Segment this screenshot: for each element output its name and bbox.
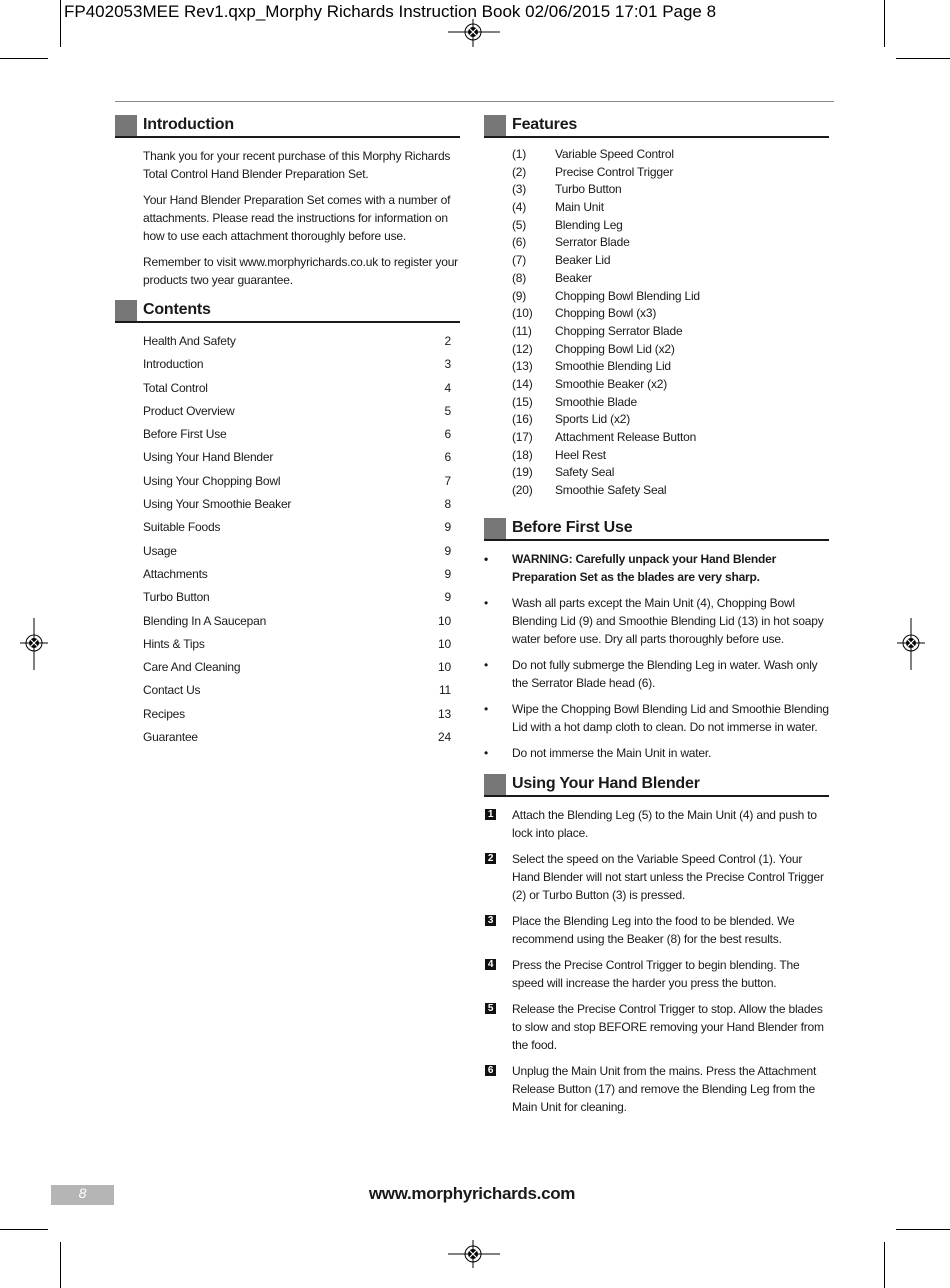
heading-marker	[115, 300, 137, 321]
heading-marker	[115, 115, 137, 136]
step-item	[484, 912, 829, 948]
contents-item	[143, 497, 460, 520]
feature-item	[484, 483, 829, 501]
contents-section	[115, 300, 460, 753]
registration-mark-icon	[897, 618, 925, 670]
contents-item-page: 7	[444, 473, 451, 488]
bullet-text: Do not immerse the Main Unit in water.	[512, 745, 712, 760]
heading-marker	[484, 115, 506, 136]
step-number-icon: 5	[485, 1003, 496, 1014]
feature-number: (2)	[512, 164, 527, 179]
feature-name: Attachment Release Button	[555, 430, 697, 444]
contents-item-page: 3	[444, 357, 451, 372]
features-section	[484, 115, 829, 501]
contents-item-label: Blending In A Saucepan	[143, 613, 267, 628]
feature-number: (4)	[512, 200, 527, 215]
contents-title: Contents	[143, 301, 211, 318]
bullet-text: Do not fully submerge the Blending Leg in water. Wash only the Serrator Blade head (6).	[512, 657, 818, 690]
crop-mark	[60, 1242, 61, 1288]
contents-item-page: 6	[444, 427, 451, 442]
crop-mark	[884, 0, 885, 47]
contents-item-label: Introduction	[143, 357, 204, 372]
left-column	[115, 115, 460, 753]
registration-mark-icon	[20, 618, 48, 670]
contents-item-label: Guarantee	[143, 730, 198, 745]
feature-number: (6)	[512, 235, 527, 250]
step-text: Press the Precise Control Trigger to begin blending. The speed will increase the harder you press the button.	[512, 957, 800, 990]
feature-number: (10)	[512, 306, 533, 321]
contents-item-label: Using Your Smoothie Beaker	[143, 497, 292, 512]
feature-item	[484, 324, 829, 342]
introduction-section	[115, 115, 460, 289]
step-item	[484, 1062, 829, 1116]
feature-number: (18)	[512, 447, 533, 462]
feature-name: Beaker	[555, 270, 592, 285]
contents-item-page: 9	[444, 520, 451, 535]
step-text: Unplug the Main Unit from the mains. Press the Attachment Release Button (17) and remove the Blending Leg from the Main Unit for cleaning.	[512, 1063, 817, 1114]
step-number-icon: 6	[485, 1065, 496, 1076]
before-first-use-list	[484, 594, 829, 762]
feature-number: (16)	[512, 412, 533, 427]
contents-item-page: 8	[444, 497, 451, 512]
contents-item	[143, 381, 460, 404]
contents-item-page: 9	[444, 543, 451, 558]
bullet-icon: •	[484, 701, 489, 716]
contents-item	[143, 544, 460, 567]
warning-text: WARNING: Carefully unpack your Hand Blender Preparation Set as the blades are very sharp.	[512, 551, 777, 584]
bullet-icon: •	[484, 657, 489, 672]
contents-item-label: Contact Us	[143, 683, 201, 698]
warning-bullet	[484, 550, 829, 586]
bullet-icon: •	[484, 551, 489, 566]
feature-item	[484, 289, 829, 307]
bullet-icon: •	[484, 595, 489, 610]
feature-number: (5)	[512, 217, 527, 232]
step-number-icon: 1	[485, 809, 496, 820]
introduction-title: Introduction	[143, 116, 234, 133]
feature-number: (17)	[512, 430, 533, 444]
feature-name: Variable Speed Control	[555, 147, 674, 161]
step-item	[484, 806, 829, 842]
footer-url: www.morphyrichards.com	[368, 1184, 576, 1203]
header-rule	[115, 101, 834, 102]
features-list	[484, 147, 829, 501]
feature-number: (11)	[512, 323, 532, 338]
contents-item-label: Using Your Hand Blender	[143, 450, 274, 465]
feature-name: Heel Rest	[555, 447, 606, 462]
contents-item-label: Usage	[143, 543, 177, 558]
contents-item-label: Suitable Foods	[143, 520, 221, 535]
page-number: 8	[51, 1185, 114, 1205]
feature-name: Smoothie Blending Lid	[555, 359, 671, 374]
contents-item	[143, 683, 460, 706]
contents-item-label: Attachments	[143, 566, 208, 581]
step-item	[484, 956, 829, 992]
feature-name: Chopping Bowl Blending Lid	[555, 288, 700, 303]
contents-item-label: Recipes	[143, 706, 185, 721]
step-number-icon: 2	[485, 853, 496, 864]
before-first-use-section	[484, 518, 829, 762]
print-slug: FP402053MEE Rev1.qxp_Morphy Richards Instruction Book 02/06/2015 17:01 Page 8	[64, 2, 717, 21]
feature-item	[484, 359, 829, 377]
section-heading	[115, 300, 460, 323]
step-text: Release the Precise Control Trigger to stop. Allow the blades to slow and stop BEFORE removing your Hand Blender from the food.	[512, 1001, 824, 1052]
feature-item	[484, 412, 829, 430]
heading-marker	[484, 774, 506, 795]
step-text: Place the Blending Leg into the food to be blended. We recommend using the Beaker (8) for the best results.	[512, 913, 795, 946]
contents-item	[143, 590, 460, 613]
bullet-icon: •	[484, 745, 489, 760]
feature-name: Safety Seal	[555, 465, 615, 480]
feature-item	[484, 271, 829, 289]
feature-number: (14)	[512, 376, 533, 391]
contents-item	[143, 567, 460, 590]
feature-item	[484, 147, 829, 165]
feature-name: Smoothie Blade	[555, 394, 637, 409]
feature-item	[484, 465, 829, 483]
feature-name: Beaker Lid	[555, 253, 611, 268]
section-heading	[484, 518, 829, 541]
feature-number: (15)	[512, 394, 533, 409]
feature-item	[484, 165, 829, 183]
features-title: Features	[512, 116, 578, 133]
feature-number: (19)	[512, 465, 533, 480]
feature-name: Sports Lid (x2)	[555, 412, 631, 427]
contents-item-label: Product Overview	[143, 403, 235, 418]
feature-item	[484, 306, 829, 324]
feature-item	[484, 448, 829, 466]
feature-number: (13)	[512, 359, 533, 374]
bullet-item	[484, 594, 829, 648]
step-number-icon: 4	[485, 959, 496, 970]
feature-name: Chopping Serrator Blade	[555, 323, 683, 338]
contents-item	[143, 637, 460, 660]
contents-item-page: 2	[444, 334, 451, 348]
contents-item-page: 10	[438, 660, 451, 675]
contents-item	[143, 730, 460, 753]
step-number-icon: 3	[485, 915, 496, 926]
section-heading	[484, 115, 829, 138]
crop-mark	[0, 58, 48, 59]
crop-mark	[60, 0, 61, 47]
step-text: Attach the Blending Leg (5) to the Main Unit (4) and push to lock into place.	[512, 807, 817, 840]
contents-item	[143, 520, 460, 543]
step-item	[484, 850, 829, 904]
registration-mark-icon	[448, 19, 500, 47]
contents-item-page: 9	[444, 566, 451, 581]
contents-item-page: 11	[438, 683, 451, 698]
crop-mark	[896, 58, 950, 59]
before-first-use-title: Before First Use	[512, 518, 633, 536]
intro-paragraph: Your Hand Blender Preparation Set comes with a number of attachments. Please read the instructions for information on how to use each attachment thoroughly before use.	[143, 193, 451, 243]
registration-mark-icon	[448, 1240, 500, 1268]
feature-number: (12)	[512, 341, 533, 356]
feature-name: Smoothie Safety Seal	[555, 483, 667, 498]
contents-item-label: Hints & Tips	[143, 636, 205, 651]
contents-item-label: Turbo Button	[143, 590, 210, 605]
feature-name: Chopping Bowl Lid (x2)	[555, 341, 675, 356]
feature-item	[484, 200, 829, 218]
crop-mark	[0, 1229, 48, 1230]
contents-item	[143, 334, 460, 357]
feature-number: (20)	[512, 483, 533, 498]
steps-list	[484, 806, 829, 1116]
heading-marker	[484, 518, 506, 539]
feature-name: Blending Leg	[555, 217, 623, 232]
contents-item	[143, 404, 460, 427]
contents-item-label: Before First Use	[143, 427, 227, 442]
contents-item	[143, 707, 460, 730]
contents-item-page: 10	[438, 613, 451, 628]
step-item	[484, 1000, 829, 1054]
feature-item	[484, 253, 829, 271]
contents-item	[143, 450, 460, 473]
feature-item	[484, 218, 829, 236]
section-heading	[484, 774, 829, 797]
contents-item-page: 13	[438, 706, 451, 721]
crop-mark	[884, 1242, 885, 1288]
contents-item	[143, 474, 460, 497]
bullet-item	[484, 700, 829, 736]
feature-item	[484, 342, 829, 360]
contents-item	[143, 357, 460, 380]
bullet-item	[484, 744, 829, 762]
feature-number: (3)	[512, 182, 527, 197]
contents-item-page: 4	[444, 380, 451, 395]
feature-number: (8)	[512, 270, 527, 285]
feature-item	[484, 377, 829, 395]
feature-name: Serrator Blade	[555, 235, 630, 250]
crop-mark	[896, 1229, 950, 1230]
bullet-text: Wipe the Chopping Bowl Blending Lid and Smoothie Blending Lid with a hot damp cloth to clean. Do not immerse in water.	[512, 701, 829, 734]
feature-item	[484, 395, 829, 413]
using-hand-blender-section	[484, 774, 829, 1116]
feature-name: Precise Control Trigger	[555, 164, 674, 179]
section-heading	[115, 115, 460, 138]
contents-list	[115, 334, 460, 753]
contents-item	[143, 660, 460, 683]
feature-item	[484, 235, 829, 253]
feature-number: (7)	[512, 253, 527, 268]
feature-number: (9)	[512, 288, 527, 303]
feature-number: (1)	[512, 147, 527, 161]
intro-paragraph: Thank you for your recent purchase of this Morphy Richards Total Control Hand Blender Preparation Set.	[143, 149, 451, 181]
contents-item-page: 6	[444, 450, 451, 465]
using-hand-blender-title: Using Your Hand Blender	[512, 774, 700, 792]
feature-item	[484, 430, 829, 448]
feature-name: Smoothie Beaker (x2)	[555, 376, 668, 391]
contents-item-label: Health And Safety	[143, 334, 236, 348]
feature-name: Turbo Button	[555, 182, 622, 197]
contents-item-label: Using Your Chopping Bowl	[143, 473, 281, 488]
bullet-text: Wash all parts except the Main Unit (4), Chopping Bowl Blending Lid (9) and Smoothie Blending Lid (13) in hot soapy water before use. Dry all parts thoroughly before use.	[512, 595, 824, 646]
contents-item	[143, 427, 460, 450]
contents-item-page: 5	[444, 403, 451, 418]
contents-item	[143, 614, 460, 637]
contents-item-page: 9	[444, 590, 451, 605]
step-text: Select the speed on the Variable Speed Control (1). Your Hand Blender will not start unless the Precise Control Trigger (2) or Turbo Button (3) is pressed.	[512, 851, 824, 902]
feature-name: Chopping Bowl (x3)	[555, 306, 657, 321]
contents-item-label: Care And Cleaning	[143, 660, 241, 675]
right-column	[484, 115, 829, 1124]
intro-paragraph: Remember to visit www.morphyrichards.co.uk to register your products two year guarantee.	[143, 255, 458, 287]
feature-item	[484, 182, 829, 200]
contents-item-label: Total Control	[143, 380, 208, 395]
bullet-item	[484, 656, 829, 692]
contents-item-page: 24	[438, 730, 451, 745]
contents-item-page: 10	[438, 636, 451, 651]
feature-name: Main Unit	[555, 200, 604, 215]
